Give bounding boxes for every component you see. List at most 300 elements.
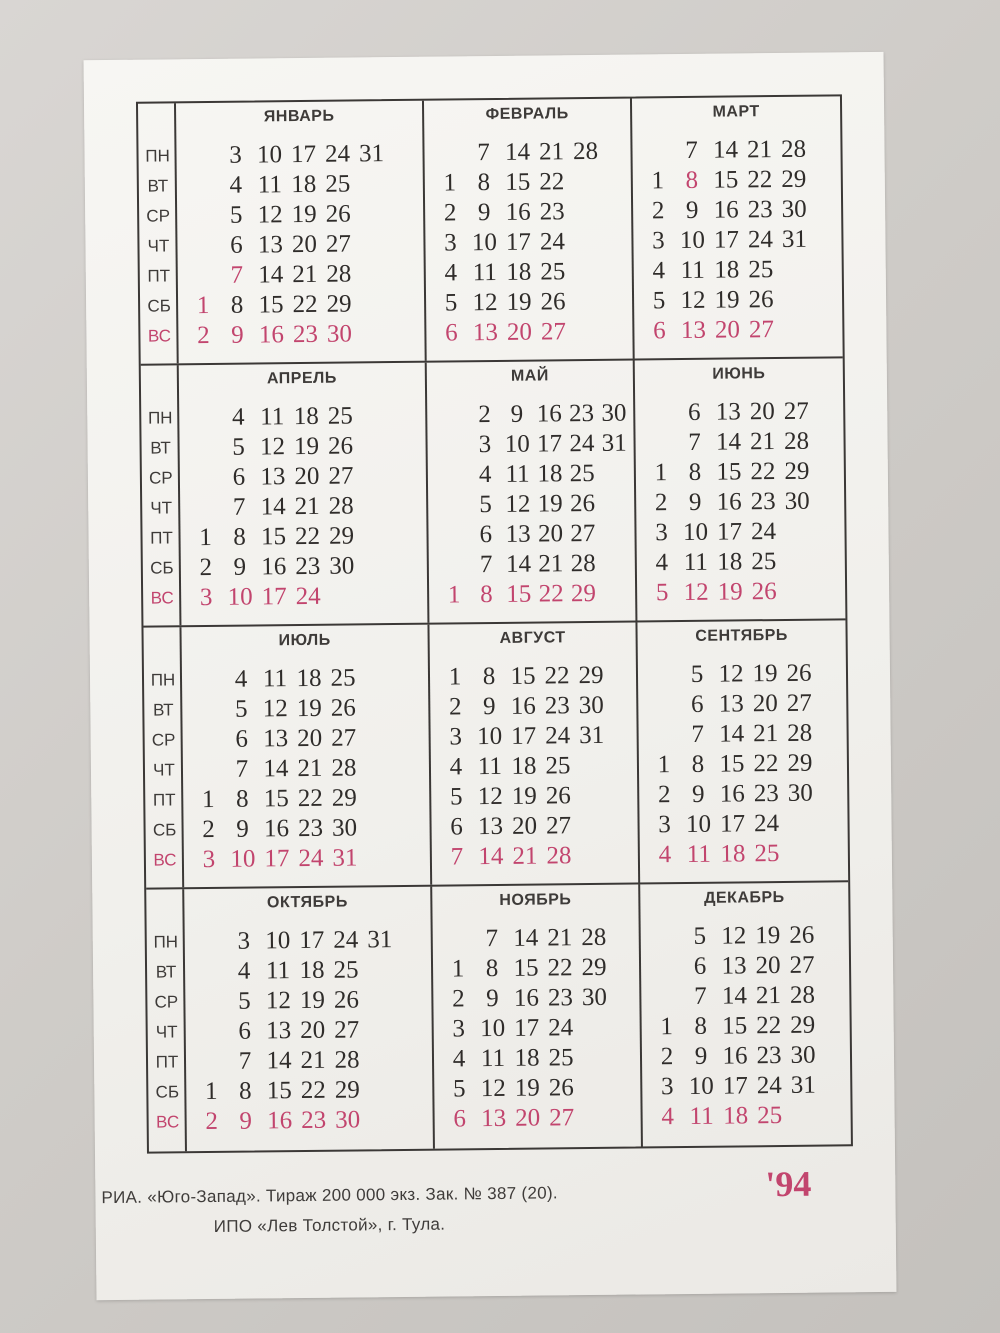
day-number: 10	[476, 722, 503, 751]
day-number: 15	[258, 291, 284, 319]
day-number: 9	[691, 780, 705, 808]
day-number: 26	[333, 986, 360, 1014]
quarter-row	[146, 882, 851, 1151]
month-block	[424, 99, 635, 361]
weekday-label: ЧТ	[153, 760, 175, 780]
day-number: 22	[747, 166, 773, 194]
day-number: 25	[569, 459, 595, 488]
week-column	[323, 363, 360, 623]
day-number: 18	[293, 402, 319, 431]
day-number: 18	[296, 664, 322, 693]
week-column	[286, 102, 323, 362]
day-number: 27	[334, 1016, 360, 1044]
day-number: 30	[784, 487, 810, 515]
weekday-label: СБ	[152, 820, 177, 840]
day-number: 20	[300, 1016, 326, 1045]
day-number: 17	[510, 722, 537, 750]
day-number: 20	[506, 318, 533, 346]
day-number: 5	[238, 987, 251, 1015]
day-number: 26	[330, 694, 356, 722]
week-column	[508, 886, 545, 1148]
day-number: 24	[756, 1072, 782, 1100]
week-column	[435, 362, 472, 622]
day-number: 19	[755, 922, 781, 950]
day-number: 25	[545, 752, 571, 780]
day-number: 5	[444, 289, 458, 317]
day-number: 11	[262, 665, 288, 693]
day-number: 12	[480, 1074, 506, 1103]
publisher-line: РИА. «Юго-Запад». Тираж 200 000 экз. Зак. № 387 (20).	[101, 1183, 559, 1208]
day-number: 15	[510, 662, 536, 690]
day-number: 22	[753, 750, 779, 778]
day-number: 4	[229, 171, 243, 199]
month-block	[640, 882, 851, 1146]
weekday-label: ВС	[156, 1112, 180, 1132]
day-number: 1	[448, 663, 462, 691]
day-number: 4	[237, 957, 251, 985]
day-number: 2	[451, 985, 465, 1013]
week-column	[255, 364, 292, 624]
week-column	[677, 360, 714, 620]
day-number: 20	[514, 1104, 541, 1132]
week-column	[779, 359, 816, 619]
week-column	[564, 361, 601, 621]
day-number: 9	[685, 196, 699, 224]
day-number: 9	[477, 199, 491, 227]
week-column	[362, 887, 399, 1149]
day-number: 20	[537, 520, 564, 548]
day-number: 7	[235, 755, 249, 783]
day-number: 18	[720, 840, 746, 868]
day-number: 10	[504, 430, 530, 458]
day-number: 9	[485, 984, 499, 1013]
week-column	[781, 621, 818, 881]
day-number: 9	[239, 1107, 253, 1135]
day-number: 29	[581, 953, 607, 982]
day-number: 13	[472, 318, 499, 347]
day-number: 19	[537, 490, 563, 518]
day-number: 16	[510, 692, 536, 720]
day-number: 19	[714, 286, 740, 314]
day-number: 3	[658, 811, 671, 839]
day-number: 10	[265, 927, 291, 955]
day-number: 16	[722, 1042, 748, 1070]
day-number: 27	[328, 462, 354, 490]
day-number: 19	[514, 1074, 540, 1102]
day-number: 11	[689, 1102, 714, 1130]
day-number: 4	[231, 403, 245, 431]
day-number: 14	[266, 1047, 292, 1075]
day-number: 31	[781, 225, 808, 253]
day-number: 24	[548, 1014, 574, 1042]
week-column	[645, 622, 682, 882]
day-number: 23	[547, 984, 574, 1012]
day-number: 6	[235, 725, 249, 753]
day-number: 27	[325, 230, 352, 258]
weekday-label: ВТ	[147, 176, 169, 196]
day-number: 21	[294, 492, 320, 521]
day-number: 31	[790, 1071, 816, 1099]
day-number: 26	[548, 1074, 574, 1102]
quarter-row	[138, 96, 843, 365]
day-number: 11	[477, 752, 503, 781]
month-block	[184, 887, 435, 1152]
weekday-label: ЧТ	[150, 498, 173, 518]
day-number: 3	[478, 431, 492, 459]
printer-line: ИПО «Лев Толстой», г. Тула.	[213, 1214, 446, 1236]
month-name: АВГУСТ	[499, 629, 566, 647]
day-number: 24	[324, 140, 351, 168]
day-number: 13	[263, 725, 289, 753]
week-column	[432, 100, 469, 360]
day-number: 22	[547, 954, 573, 982]
day-number: 28	[546, 842, 572, 870]
month-block	[179, 363, 430, 626]
day-number: 23	[301, 1106, 327, 1135]
month-block	[632, 96, 843, 358]
day-number: 13	[680, 316, 707, 345]
day-number: 18	[714, 256, 740, 284]
weekday-column	[141, 365, 182, 625]
day-number: 15	[716, 458, 742, 486]
day-number: 25	[756, 1102, 783, 1130]
weekday-label: ПТ	[147, 266, 171, 286]
day-number: 11	[260, 403, 285, 431]
month-name: НОЯБРЬ	[499, 891, 572, 909]
day-number: 26	[786, 659, 812, 687]
day-number: 25	[327, 402, 353, 430]
day-number: 27	[786, 689, 812, 717]
day-number: 6	[479, 521, 493, 549]
week-column	[708, 97, 745, 357]
weekday-label: ВС	[147, 326, 172, 346]
day-number: 26	[789, 921, 815, 949]
day-number: 6	[453, 1105, 467, 1133]
day-number: 13	[505, 520, 531, 548]
day-number: 14	[721, 982, 748, 1010]
day-number: 1	[447, 581, 461, 609]
day-number: 29	[787, 749, 813, 777]
day-number: 24	[295, 582, 321, 611]
week-column	[539, 623, 576, 883]
weekday-label: СБ	[155, 1082, 180, 1102]
day-number: 4	[444, 259, 458, 287]
weekday-label: СБ	[150, 558, 174, 578]
week-column	[784, 883, 821, 1145]
weekday-label: ПН	[145, 146, 170, 166]
week-column	[505, 624, 542, 884]
day-number: 2	[443, 199, 457, 227]
day-number: 27	[789, 951, 815, 979]
weekday-column	[146, 889, 187, 1151]
weekday-label: ПТ	[155, 1052, 179, 1072]
day-number: 25	[330, 664, 356, 692]
day-number: 14	[258, 261, 284, 289]
day-number: 2	[651, 197, 665, 225]
day-number: 5	[690, 660, 704, 688]
day-number: 23	[544, 692, 570, 720]
day-number: 19	[511, 782, 537, 810]
day-number: 11	[686, 840, 712, 868]
day-number: 26	[545, 782, 571, 810]
day-number: 26	[540, 288, 566, 316]
day-number: 8	[477, 169, 491, 197]
weekday-label: ЧТ	[155, 1022, 178, 1042]
week-column	[499, 362, 536, 622]
day-number: 1	[654, 459, 668, 487]
week-column	[711, 359, 748, 619]
month-name: АПРЕЛЬ	[266, 369, 337, 388]
day-number: 11	[680, 256, 705, 285]
day-number: 25	[325, 170, 351, 198]
day-number: 18	[511, 752, 537, 780]
day-number: 12	[262, 695, 288, 723]
weekday-column	[138, 103, 179, 363]
day-number: 12	[505, 490, 531, 518]
day-number: 6	[238, 1017, 252, 1045]
day-number: 25	[548, 1044, 574, 1072]
day-number: 6	[687, 398, 701, 426]
day-number: 21	[755, 982, 782, 1010]
day-number: 5	[652, 287, 666, 315]
pocket-calendar-card	[84, 52, 897, 1300]
week-column	[218, 103, 255, 363]
day-number: 25	[754, 840, 780, 868]
day-number: 8	[485, 954, 499, 983]
month-block	[429, 623, 640, 885]
weekday-label: ПТ	[152, 790, 176, 810]
day-number: 30	[326, 320, 353, 348]
week-column	[742, 97, 779, 357]
day-number: 22	[297, 784, 323, 813]
day-number: 3	[449, 723, 463, 751]
day-number: 15	[513, 954, 539, 982]
day-number: 28	[780, 135, 807, 163]
day-number: 1	[657, 751, 671, 779]
day-number: 31	[367, 926, 393, 954]
day-number: 28	[789, 981, 816, 1009]
week-column	[474, 886, 511, 1148]
day-number: 4	[658, 841, 672, 869]
day-number: 27	[331, 724, 357, 752]
day-number: 2	[199, 553, 213, 582]
week-column	[437, 624, 474, 884]
month-name: ЯНВАРЬ	[263, 107, 335, 126]
day-number: 11	[257, 171, 283, 199]
day-number: 22	[538, 580, 564, 608]
day-number: 3	[237, 927, 251, 955]
week-column	[189, 627, 226, 887]
day-number: 8	[688, 458, 702, 486]
day-number: 16	[713, 196, 739, 224]
day-number: 12	[477, 782, 503, 811]
day-number: 21	[749, 428, 776, 456]
weekday-label: ПН	[150, 670, 176, 690]
week-column	[596, 361, 633, 621]
month-name: ИЮЛЬ	[278, 631, 331, 650]
day-number: 13	[721, 952, 747, 980]
day-number: 16	[716, 488, 742, 516]
day-number: 15	[713, 166, 739, 194]
weekday-column	[143, 627, 184, 887]
day-number: 23	[756, 1042, 782, 1070]
day-number: 20	[749, 398, 775, 426]
month-name: ДЕКАБРЬ	[703, 888, 785, 907]
calendar-grid	[136, 94, 853, 1153]
month-block	[635, 358, 846, 620]
day-number: 21	[746, 136, 773, 164]
day-number: 3	[199, 583, 213, 612]
day-number: 6	[653, 317, 666, 345]
day-number: 1	[443, 169, 457, 197]
day-number: 28	[334, 1046, 360, 1074]
week-column	[221, 364, 258, 624]
day-number: 24	[544, 722, 571, 750]
day-number: 15	[266, 1077, 292, 1105]
day-number: 26	[748, 286, 774, 314]
day-number: 10	[230, 845, 256, 873]
day-number: 23	[297, 814, 324, 843]
day-number: 17	[536, 430, 563, 458]
day-number: 11	[472, 258, 497, 287]
month-name: ИЮНЬ	[712, 365, 766, 383]
day-number: 28	[581, 923, 607, 952]
weekday-label: СБ	[147, 296, 171, 316]
day-number: 17	[290, 140, 317, 169]
day-number: 13	[257, 231, 284, 259]
day-number: 17	[719, 810, 746, 838]
day-number: 5	[452, 1075, 466, 1103]
day-number: 17	[716, 518, 743, 546]
day-number: 4	[234, 665, 248, 693]
day-number: 24	[298, 844, 324, 873]
week-column	[252, 102, 289, 362]
day-number: 15	[505, 168, 531, 196]
day-number: 9	[510, 400, 524, 428]
day-number: 22	[292, 290, 318, 319]
day-number: 16	[513, 984, 540, 1012]
day-number: 30	[781, 195, 807, 223]
day-number: 7	[238, 1047, 252, 1075]
week-column	[568, 99, 605, 359]
week-column	[682, 884, 719, 1146]
day-number: 3	[652, 227, 665, 255]
day-number: 25	[333, 956, 359, 984]
day-number: 21	[300, 1046, 326, 1075]
weekday-label: ВС	[153, 850, 177, 870]
week-column	[226, 888, 263, 1150]
day-number: 1	[660, 1013, 674, 1041]
month-name: МАРТ	[712, 103, 760, 121]
week-column	[325, 625, 362, 885]
week-column	[776, 97, 813, 357]
day-number: 7	[691, 720, 705, 748]
day-number: 11	[265, 957, 291, 985]
day-number: 17	[514, 1014, 540, 1042]
weekday-label: ПТ	[150, 528, 173, 548]
day-number: 18	[717, 548, 743, 576]
month-block	[427, 361, 638, 623]
day-number: 26	[569, 489, 596, 518]
day-number: 2	[657, 781, 671, 809]
day-number: 1	[204, 1077, 218, 1106]
day-number: 9	[233, 553, 247, 581]
day-number: 20	[291, 230, 318, 259]
day-number: 30	[787, 779, 813, 807]
day-number: 30	[581, 983, 608, 1012]
day-number: 10	[685, 810, 712, 839]
day-number: 8	[233, 523, 246, 551]
day-number: 1	[199, 523, 212, 552]
weekday-label: СР	[146, 206, 171, 226]
weekday-label: СР	[154, 992, 179, 1012]
weekday-label: ВС	[150, 588, 174, 608]
day-number: 19	[296, 694, 322, 723]
week-column	[320, 101, 357, 361]
day-number: 17	[264, 845, 290, 873]
day-number: 1	[451, 955, 465, 983]
day-number: 13	[266, 1017, 292, 1045]
day-number: 16	[505, 198, 531, 226]
day-number: 30	[331, 814, 358, 842]
day-number: 20	[294, 462, 320, 491]
day-number: 27	[783, 397, 809, 425]
week-column	[289, 364, 326, 624]
day-number: 30	[335, 1106, 361, 1134]
week-column	[187, 365, 224, 625]
week-column	[328, 887, 365, 1149]
day-number: 4	[452, 1045, 466, 1073]
day-number: 28	[572, 137, 599, 166]
day-number: 21	[292, 260, 318, 289]
day-number: 22	[544, 662, 570, 690]
day-number: 8	[235, 785, 249, 813]
day-number: 1	[651, 167, 665, 195]
day-number: 4	[652, 257, 666, 285]
week-column	[291, 626, 328, 886]
day-number: 20	[752, 690, 778, 718]
day-number: 8	[685, 166, 699, 194]
day-number: 3	[452, 1015, 466, 1043]
day-number: 15	[506, 580, 532, 608]
day-number: 29	[570, 579, 597, 608]
day-number: 17	[722, 1072, 748, 1100]
day-number: 7	[479, 551, 493, 579]
week-column	[576, 885, 613, 1147]
day-number: 13	[480, 1104, 507, 1133]
day-number: 16	[536, 400, 562, 428]
day-number: 30	[601, 399, 627, 427]
day-number: 12	[680, 286, 706, 315]
day-number: 6	[690, 690, 704, 718]
day-number: 28	[570, 549, 596, 578]
day-number: 20	[297, 724, 323, 753]
day-number: 6	[693, 952, 707, 980]
day-number: 24	[750, 518, 777, 546]
day-number: 29	[784, 457, 810, 485]
day-number: 15	[263, 785, 289, 813]
day-number: 14	[505, 550, 532, 578]
week-column	[440, 886, 477, 1148]
day-number: 21	[297, 754, 323, 783]
day-number: 2	[197, 321, 210, 350]
day-number: 24	[747, 226, 774, 254]
day-number: 10	[227, 583, 253, 611]
day-number: 30	[578, 691, 604, 720]
week-column	[716, 883, 753, 1145]
day-number: 28	[331, 754, 357, 782]
day-number: 2	[448, 693, 462, 721]
